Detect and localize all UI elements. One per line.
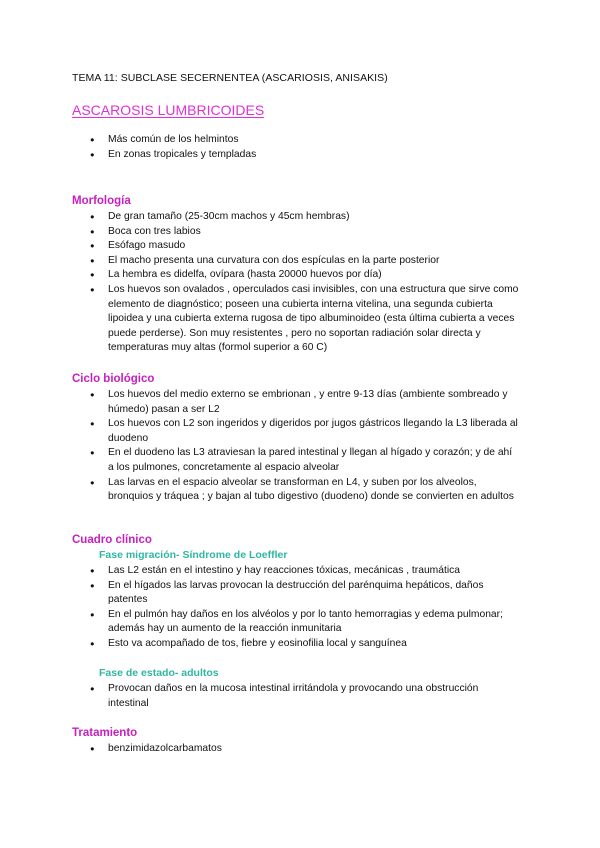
section-heading-tratamiento: Tratamiento — [72, 727, 138, 739]
sub-heading-fase-migracion: Fase migración- Síndrome de Loeffler — [99, 549, 288, 561]
tratamiento-list — [90, 742, 520, 757]
list-item: ● Provocan daños en la mucosa intestinal irritándola y provocando una obstrucción intestinal — [90, 682, 520, 711]
list-item: ● Los huevos con L2 son ingeridos y digeridos por jugos gástricos llegando la L3 liberada al duodeno — [90, 417, 520, 446]
ciclo-list — [90, 388, 520, 505]
list-item: ● Los huevos son ovalados , operculados casi invisibles, con una estructura que sirve como elemento de diagnóstico; poseen una cubierta interna vitelina, una segunda cubierta lipoidea y una cubierta externa rugosa de tipo albuminoideo (esta última cubierta a veces puede perderse). Son muy resistentes , pero no soportan radiación solar directa y temperaturas muy altas (formol superior a 60 C) — [90, 283, 520, 356]
list-item: ● De gran tamaño (25-30cm machos y 45cm hembras) — [90, 210, 520, 225]
intro-list — [90, 133, 520, 162]
list-item: ● En el pulmón hay daños en los alvéolos y por lo tanto hemorragias y edema pulmonar; además hay un aumento de la reacción inmunitaria — [90, 608, 520, 637]
list-item: ● El macho presenta una curvatura con dos espículas en la parte posterior — [90, 254, 520, 269]
section-heading-morfologia: Morfología — [72, 195, 131, 207]
list-item: ● benzimidazolcarbamatos — [90, 742, 520, 757]
list-item: ● Los huevos del medio externo se embrionan , y entre 9-13 días (ambiente sombreado y húmedo) pasan a ser L2 — [90, 388, 520, 417]
list-item: ● Esto va acompañado de tos, fiebre y eosinofilia local y sanguínea — [90, 637, 520, 652]
main-heading: ASCAROSIS LUMBRICOIDES — [72, 102, 265, 118]
section-heading-ciclo: Ciclo biológico — [72, 373, 155, 385]
list-item: ● En el hígados las larvas provocan la destrucción del parénquima hepáticos, daños patentes — [90, 579, 520, 608]
list-item: ● Las L2 están en el intestino y hay reacciones tóxicas, mecánicas , traumática — [90, 564, 520, 579]
list-item: ● En el duodeno las L3 atraviesan la pared intestinal y llegan al hígado y corazón; y de ahí a los pulmones, concretamente al espacio alveolar — [90, 446, 520, 475]
list-item: ● En zonas tropicales y templadas — [90, 148, 520, 163]
sub-heading-fase-estado: Fase de estado- adultos — [99, 667, 219, 679]
fase-estado-list — [90, 682, 520, 711]
document-title: TEMA 11: SUBCLASE SECERNENTEA (ASCARIOSIS, ANISAKIS) — [72, 72, 388, 84]
fase-migracion-list — [90, 564, 520, 652]
morfologia-list — [90, 210, 520, 356]
section-heading-cuadro: Cuadro clínico — [72, 534, 152, 546]
list-item: ● La hembra es didelfa, ovípara (hasta 20000 huevos por día) — [90, 268, 520, 283]
list-item: ● Boca con tres labios — [90, 225, 520, 240]
list-item: ● Esófago masudo — [90, 239, 520, 254]
list-item: ● Las larvas en el espacio alveolar se transforman en L4, y suben por los alveolos, bronquios y tráquea ; y bajan al tubo digestivo (duodeno) donde se convierten en adultos — [90, 476, 520, 505]
list-item: ● Más común de los helmintos — [90, 133, 520, 148]
